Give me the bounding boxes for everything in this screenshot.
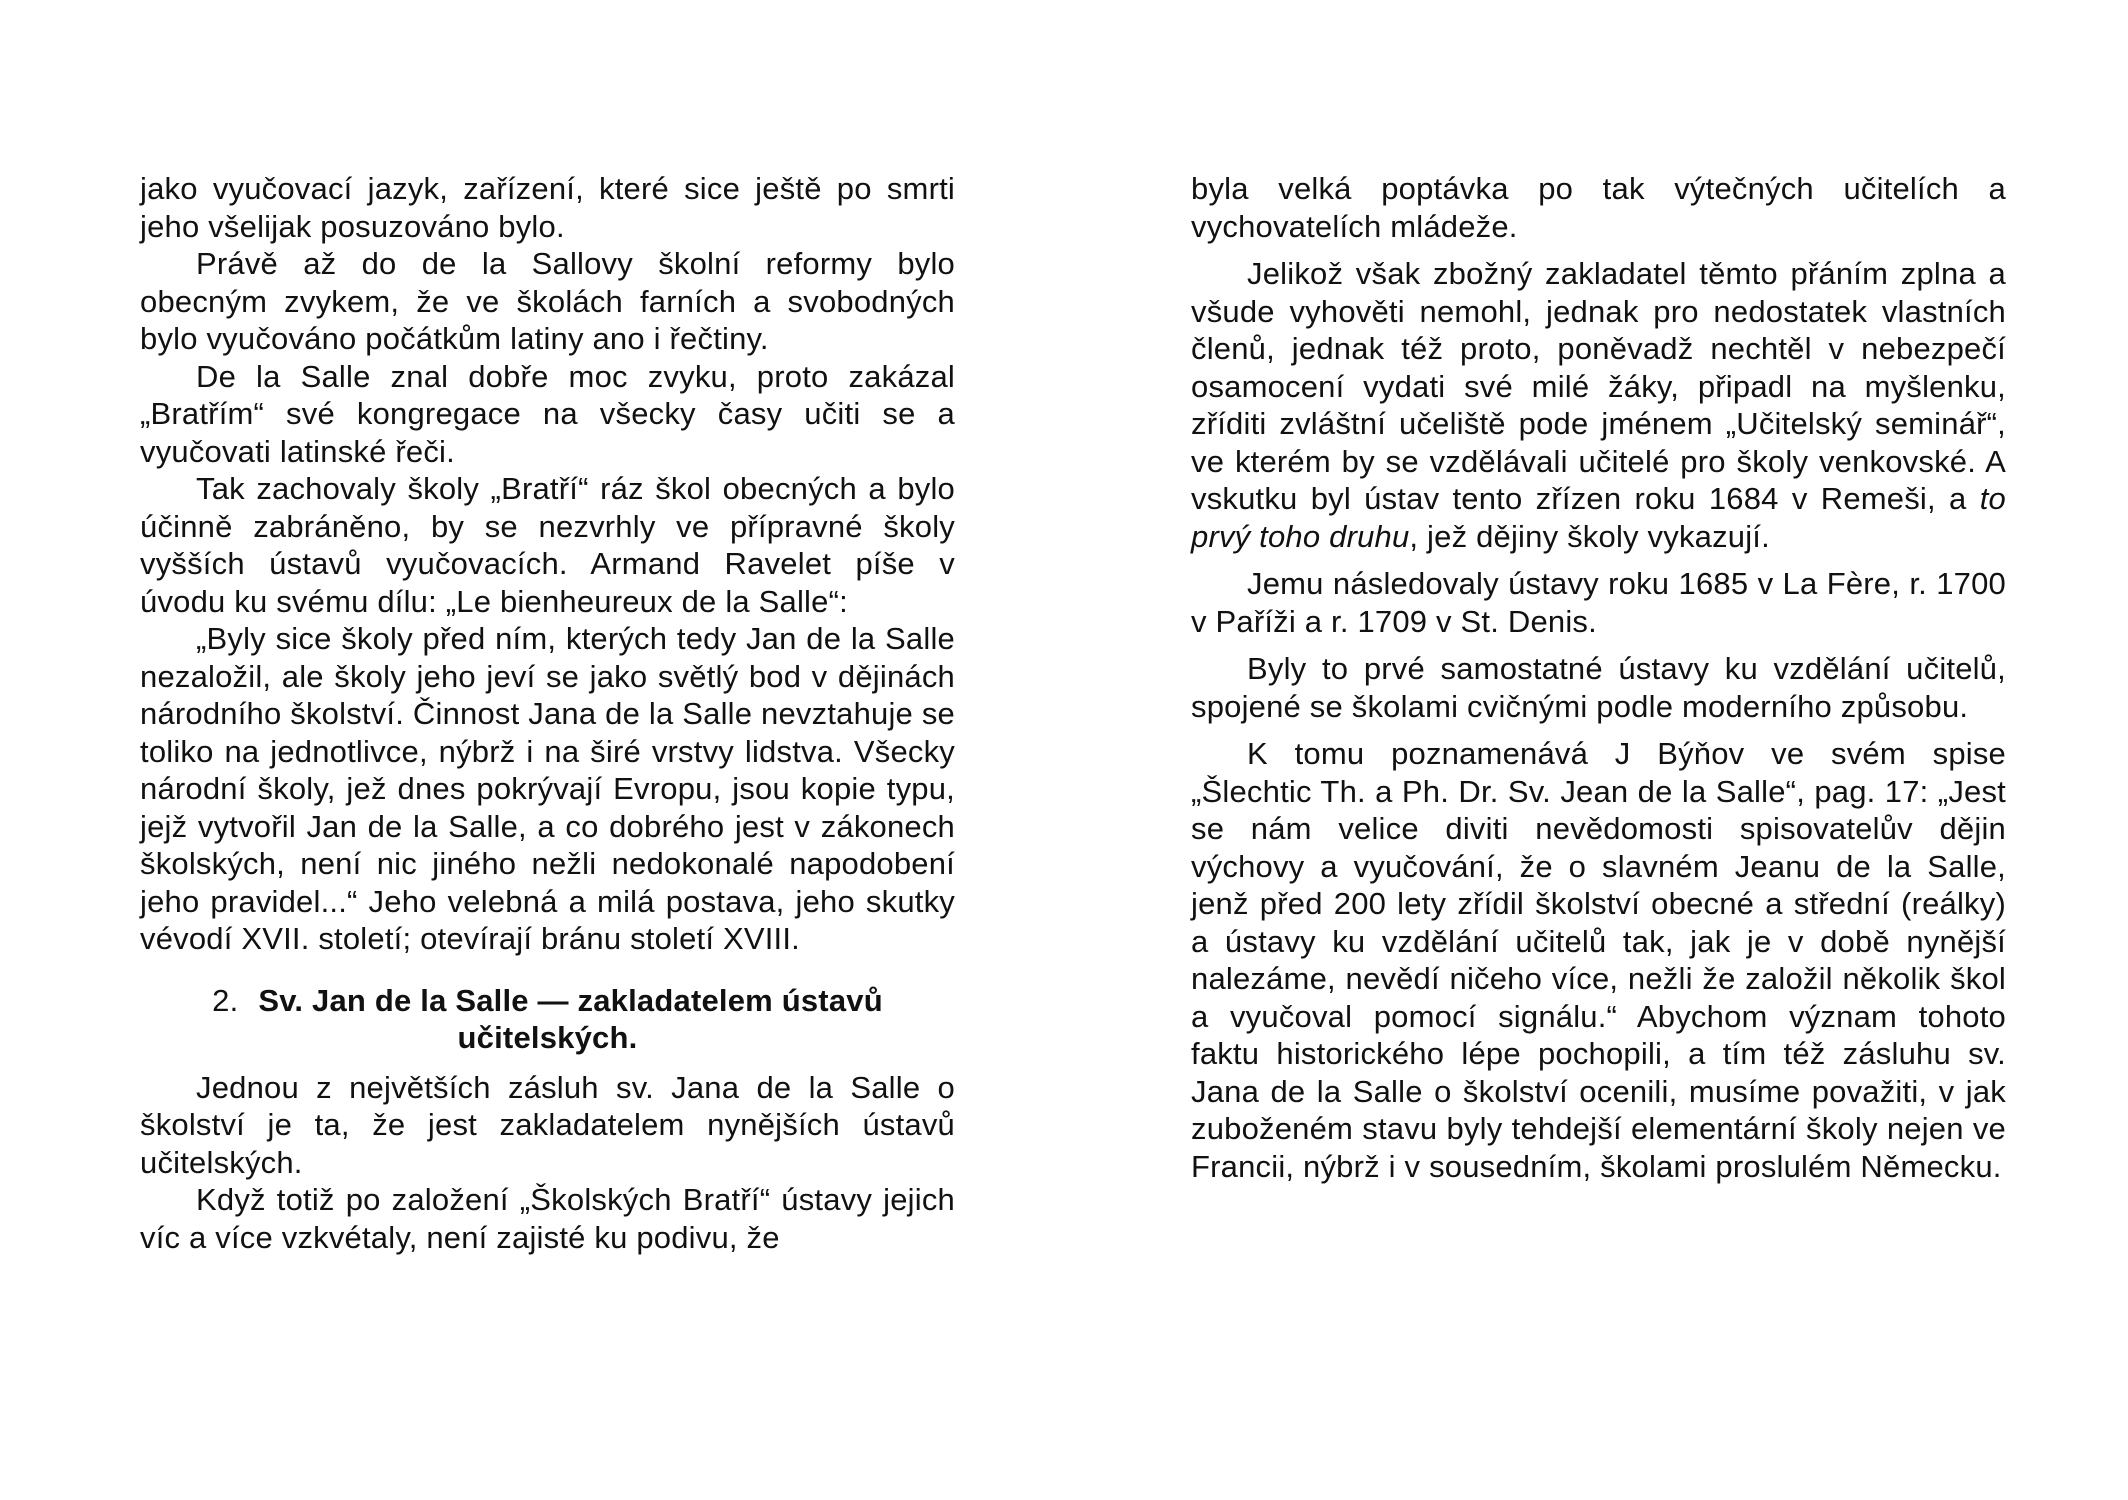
paragraph: byla velká poptávka po tak výtečných učitelích a vychovatelích mládeže. [1191,171,2006,244]
right-page [1064,0,2128,1500]
section-title-line2: učitelských. [457,1020,638,1055]
paragraph: Jednou z největších zásluh sv. Jana de la Salle o školství je ta, že jest zakladatelem nynějších ústavů učitelských. [140,1069,955,1180]
section-number: 2. [212,982,239,1018]
section-heading [140,982,955,1057]
paragraph-text: , jež dějiny školy vykazují. [1409,518,1770,554]
left-text-column [140,170,955,1256]
paragraph: Jemu následovaly ústavy roku 1685 v La Fère, r. 1700 v Paříži a r. 1709 v St. Denis. [1191,566,2006,639]
paragraph: Tak zachovaly školy „Bratří“ ráz škol obecných a bylo účinně zabráněno, by se nezvrhly ve přípravné školy vyšších ústavů vyučovacích. Armand Ravelet píše v úvodu ku svému dílu: „Le bienheureux de la Salle“: [140,471,955,619]
paragraph: Právě až do de la Sallovy školní reformy bylo obecným zvykem, že ve školách farních a svobodných bylo vyučováno počátkům latiny ano i řečtiny. [140,246,955,356]
paragraph: Když totiž po založení „Školských Bratří“ ústavy jejich víc a více vzkvétaly, není zajisté ku podivu, že [140,1182,955,1255]
paragraph: K tomu poznamenává J Býňov ve svém spise „Šlechtic Th. a Ph. Dr. Sv. Jean de la Salle“, pag. 17: „Jest se nám velice diviti nevědomosti spisovatelův dějin výchovy a vyučování, že o slavném Jeanu de la Salle, jenž před 200 lety zřídil školství obecné a střední (reálky) a ústavy ku vzdělání učitelů tak, jak je v době nynější nalezáme, nevědí ničeho více, nežli že založil několik škol a vyučoval pomocí signálu.“ Abychom význam tohoto faktu historického lépe pochopili, a tím též zásluhu sv. Jana de la Salle o školství ocenili, musíme považiti, v jak zuboženém stavu byly tehdejší elementární školy nejen ve Francii, nýbrž i v sousedním, školami proslulém Německu. [1191,736,2006,1184]
emphasized-text: to prvý toho druhu [1191,481,2006,554]
paragraph: jako vyučovací jazyk, zařízení, které sice ještě po smrti jeho všelijak posuzováno bylo. [140,171,955,244]
paragraph: De la Salle znal dobře moc zvyku, proto zakázal „Bratřím“ své kongregace na všecky časy učiti se a vyučovati latinské řeči. [140,358,955,469]
paragraph: Byly to prvé samostatné ústavy ku vzdělání učitelů, spojené se školami cvičnými podle moderního způsobu. [1191,651,2006,724]
paragraph [1191,255,2006,555]
paragraph-text: Jelikož však zbožný zakladatel těmto přáním zplna a všude vyhověti nemohl, jednak pro nedostatek vlastních členů, jednak též proto, poněvadž nechtěl v nebezpečí osamocení vydati své milé žáky, připadl na myšlenku, zříditi zvláštní učeliště pode jménem „Učitelský seminář“, ve kterém by se vzdělávali učitelé pro školy venkovské. A vskutku byl ústav tento zřízen roku 1684 v Remeši, a [1191,256,2006,516]
quote-paragraph: „Byly sice školy před ním, kterých tedy Jan de la Salle nezaložil, ale školy jeho jeví se jako světlý bod v dějinách národního školství. Činnost Jana de la Salle nevztahuje se toliko na jednotlivce, nýbrž i na širé vrstvy lidstva. Všecky národní školy, jež dnes pokrývají Evropu, jsou kopie typu, jejž vytvořil Jan de la Salle, a co dobrého jest v zákonech školských, není nic jiného nežli nedokonalé napodobení jeho pravidel...“ Jeho velebná a milá postava, jeho skutky vévodí XVII. století; otevírají bránu století XVIII. [140,621,955,956]
right-text-column [1191,170,2006,1185]
section-title-line1: Sv. Jan de la Salle — zakladatelem ústavů [258,982,883,1018]
